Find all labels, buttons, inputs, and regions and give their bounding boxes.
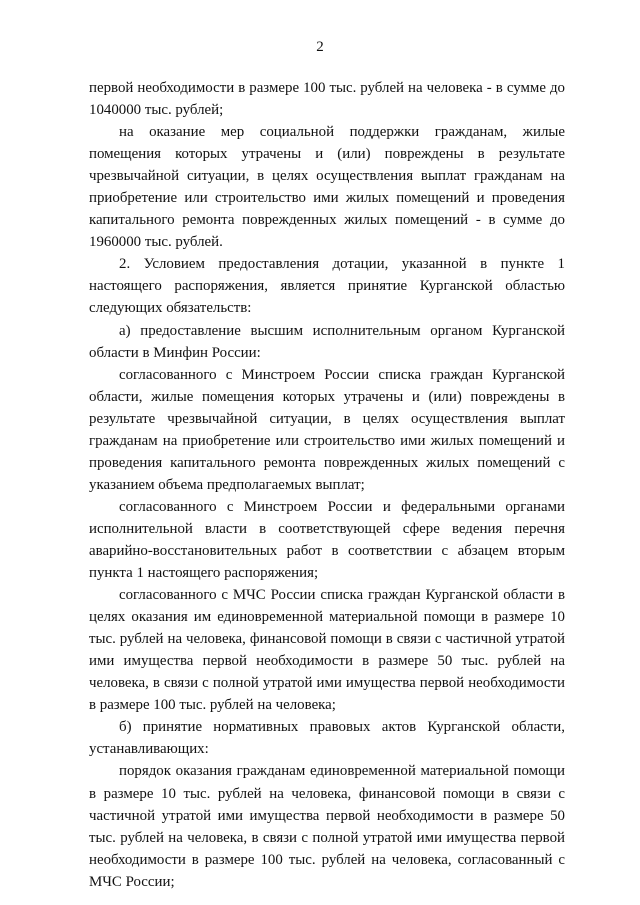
document-body [89,77,565,893]
paragraph-works-list: согласованного с Минстроем России и федеральными органами исполнительной власти в соответствующей сфере ведения перечня аварийно-восстановительных работ в соответствии с абзацем вторым пункта 1 настоящего распоряжения; [89,498,565,582]
paragraph-minstroy-list: согласованного с Минстроем России списка граждан Курганской области, жилые помещения которых утрачены и (или) повреждены в результате чрезвычайной ситуации, в целях осуществления выплат гражданам на приобретение или строительство ими жилых помещений и проведения капитального ремонта поврежденных жилых помещений с указанием объема предполагаемых выплат; [89,366,565,493]
paragraph-item-a: а) предоставление высшим исполнительным органом Курганской области в Минфин России: [89,322,565,361]
paragraph-social-support: на оказание мер социальной поддержки гражданам, жилые помещения которых утрачены и (или) повреждены в результате чрезвычайной ситуации, в целях осуществления выплат гражданам на приобретение или строительство ими жилых помещений и проведения капитального ремонта поврежденных жилых помещений - в сумме до 1960000 тыс. рублей. [89,124,565,251]
paragraph-continuation: первой необходимости в размере 100 тыс. рублей на человека - в сумме до 1040000 тыс. рублей; [89,80,565,119]
paragraph-item-b: б) принятие нормативных правовых актов Курганской области, устанавливающих: [89,719,565,758]
paragraph-mchs-list: согласованного с МЧС России списка граждан Курганской области в целях оказания им единовременной материальной помощи в размере 10 тыс. рублей на человека, финансовой помощи в связи с частичной утратой ими имущества первой необходимости в размере 50 тыс. рублей на человека, в связи с полной утратой ими имущества первой необходимости в размере 100 тыс. рублей на человека; [89,587,565,714]
paragraph-assistance-order: порядок оказания гражданам единовременной материальной помощи в размере 10 тыс. рублей на человека, финансовой помощи в связи с частичной утратой ими имущества первой необходимости в размере 50 тыс. рублей на человека, в связи с полной утратой ими имущества первой необходимости в размере 100 тыс. рублей на человека, согласованный с МЧС России; [89,763,565,890]
paragraph-condition-2: 2. Условием предоставления дотации, указанной в пункте 1 настоящего распоряжения, является принятие Курганской областью следующих обязательств: [89,256,565,317]
page-number: 2 [316,39,324,55]
